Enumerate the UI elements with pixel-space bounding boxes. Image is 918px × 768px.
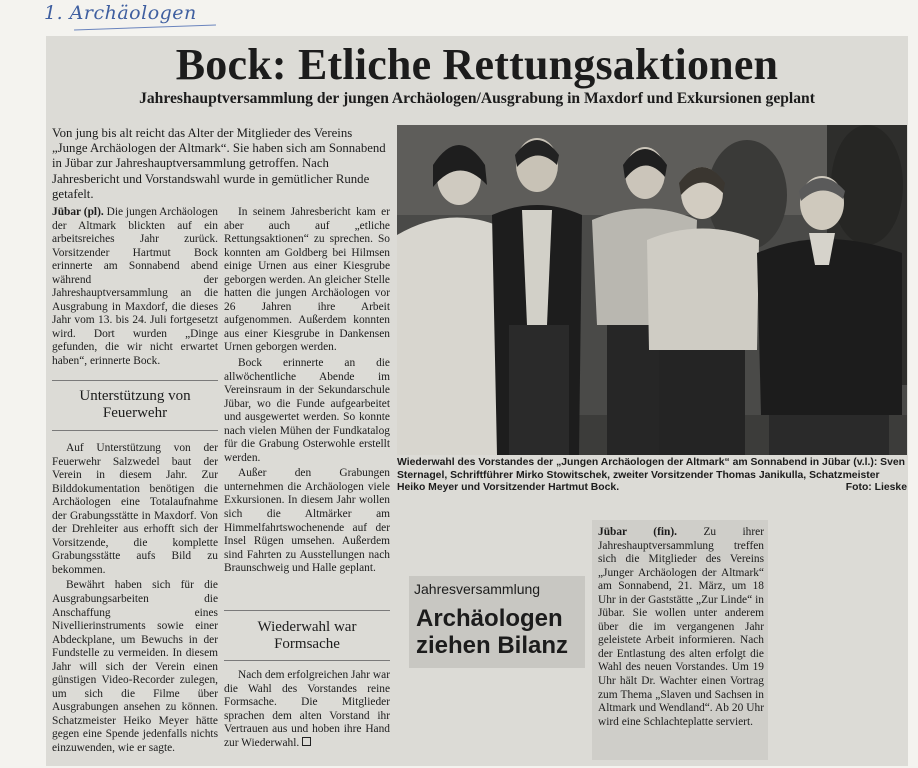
column-1-bottom bbox=[52, 442, 218, 758]
column-2-top bbox=[224, 206, 390, 578]
notice-text bbox=[598, 526, 764, 729]
notice-paragraph: Zu ihrer Jahreshauptversammlung treffen sich die Mitglieder des Vereins „Junger Archäologen der Altmark“ am Sonnabend, 21. März, um 18 Uhr in der Gaststätte „Zur Linde“ in Jübar. Sie wollen unter anderem über die im vergangenen Jahr geleistete Arbeit informieren. Nach der Entlastung des alten erfolgt die Wahl des neuen Vorstandes. Um 19 Uhr hält Dr. Wachter einen Vortrag zum Thema „Slaven und Sachsen in Altmark und Wendland“. Ab 20 Uhr wird eine Schlachteplatte serviert. bbox=[598, 526, 764, 728]
photo-credit: Foto: Lieske bbox=[845, 482, 907, 494]
paragraph: Nach dem erfolgreichen Jahr war die Wahl des Vorstandes reine Formsache. Die Mitglieder sprachen dem alten Vorstand ihr Vertrauen aus und hoben ihre Hand zur Wiederwahl. bbox=[224, 669, 390, 749]
divider bbox=[224, 660, 390, 661]
annotation-underline bbox=[74, 25, 216, 31]
dateline: Jübar (pl). bbox=[52, 206, 104, 218]
divider bbox=[52, 430, 218, 431]
notice-title-line: Archäologen bbox=[416, 605, 563, 632]
handwritten-annotation: 1. Archäologen bbox=[44, 2, 197, 24]
notice-title-line: ziehen Bilanz bbox=[416, 632, 569, 659]
article-intro: Von jung bis alt reicht das Alter der Mitglieder des Vereins „Junge Archäologen der Altmark“. Sie haben sich am Sonnabend in Jübar zur Jahreshauptversammlung getroffen. Nach Jahresbericht und Vorstandswahl wurde in gemütlicher Runde getafelt. bbox=[52, 126, 386, 201]
paragraph: Außer den Grabungen unternehmen die Archäologen viele Exkursionen. In diesem Jahr wollen sich die Altmärker am Himmelfahrtswochenende auf der Insel Rügen umsehen. Außerdem sind Fahrten zu Ausstellungen nach Braunschweig und Halle geplant. bbox=[224, 467, 390, 575]
notice-kicker: Jahresversammlung bbox=[414, 581, 541, 597]
end-mark-icon bbox=[302, 737, 311, 746]
paragraph: In seinem Jahresbericht kam er aber auch auf „etliche Rettungsaktionen“ zu sprechen. So konnten am Goldberg bei Hilmsen einige Urnen aus einer Kiesgrube geborgen werden. An gleicher Stelle hatten die jungen Archäologen vor 26 Jahren ihre Arbeit aufgenommen. Außerdem konnten aus einer Kiesgrube in Dankensen Urnen geborgen werden. bbox=[224, 206, 390, 354]
notice-title bbox=[416, 605, 568, 659]
photo-caption bbox=[397, 457, 907, 495]
column-2-bottom bbox=[224, 669, 390, 752]
headline: Bock: Etliche Rettungsaktionen bbox=[175, 40, 779, 89]
notice-dateline: Jübar (fin). bbox=[598, 526, 678, 538]
paragraph: Die jungen Archäologen der Altmark blickten auf ein arbeitsreiches Jahr zurück. Vorsitzender Hartmut Bock erinnerte am Sonnabend abend während der Jahreshauptversammlung an die Ausgrabung in Maxdorf, die dieses Jahr vom 13. bis 24. Juli fortgesetzt wird. Dort wurden „Dinge gefunden, die wir nicht erwartet haben“, erinnerte Bock. bbox=[52, 206, 218, 368]
subheadline: Jahreshauptversammlung der jungen Archäologen/Ausgrabung in Maxdorf und Exkursionen geplant bbox=[139, 90, 815, 107]
crosshead-wiederwahl: Wiederwahl war Formsache bbox=[257, 619, 357, 652]
group-photo-illustration bbox=[397, 125, 907, 455]
divider bbox=[224, 610, 390, 611]
crosshead-feuerwehr: Unterstützung von Feuerwehr bbox=[79, 388, 191, 421]
paragraph: Auf Unterstützung von der Feuerwehr Salzwedel baut der Verein in diesem Jahr. Zur Bilddokumentation benötigen die Archäologen eine Totalaufnahme der Grabungsstätte in Maxdorf. Von der Drehleiter aus erhofft sich der Vorsitzende, die komplette Grabungsstätte aufs Bild zu bekommen. bbox=[52, 442, 218, 576]
paragraph: Bewährt haben sich für die Ausgrabungsarbeiten die Anschaffung eines Nivellierinstruments sowie einer Abdeckplane, um Bewuchs in der Fundstelle zu vermeiden. In diesem Jahr will sich der Verein einen günstigen Video-Recorder zulegen, um sich die Filme über Ausgrabungen ansehen zu können. Schatzmeister Heiko Meyer hätte gegen eine Spende jedenfalls nichts einzuwenden, wie er sagte. bbox=[52, 579, 218, 755]
caption-text: Wiederwahl des Vorstandes der „Jungen Archäologen der Altmark“ am Sonnabend in Jübar (v.l.): Sven Sternagel, Schriftführer Mirko Stowitschek, zweiter Vorsitzender Thomas Janikulla, Schatzmeister Heiko Meyer und Vorsitzender Hartmut Bock. bbox=[397, 457, 905, 494]
group-photo bbox=[397, 125, 907, 455]
divider bbox=[52, 380, 218, 381]
column-1-top bbox=[52, 206, 218, 371]
paragraph: Bock erinnerte an die allwöchentliche Abende im Vereinsraum in der Sekundarschule Jübar, wo die Funde aufgearbeitet und ausgewertet werden. So konnte nach vielen Mühen der Fundkatalog für die Grabung Osterwohle erstellt werden. bbox=[224, 357, 390, 464]
